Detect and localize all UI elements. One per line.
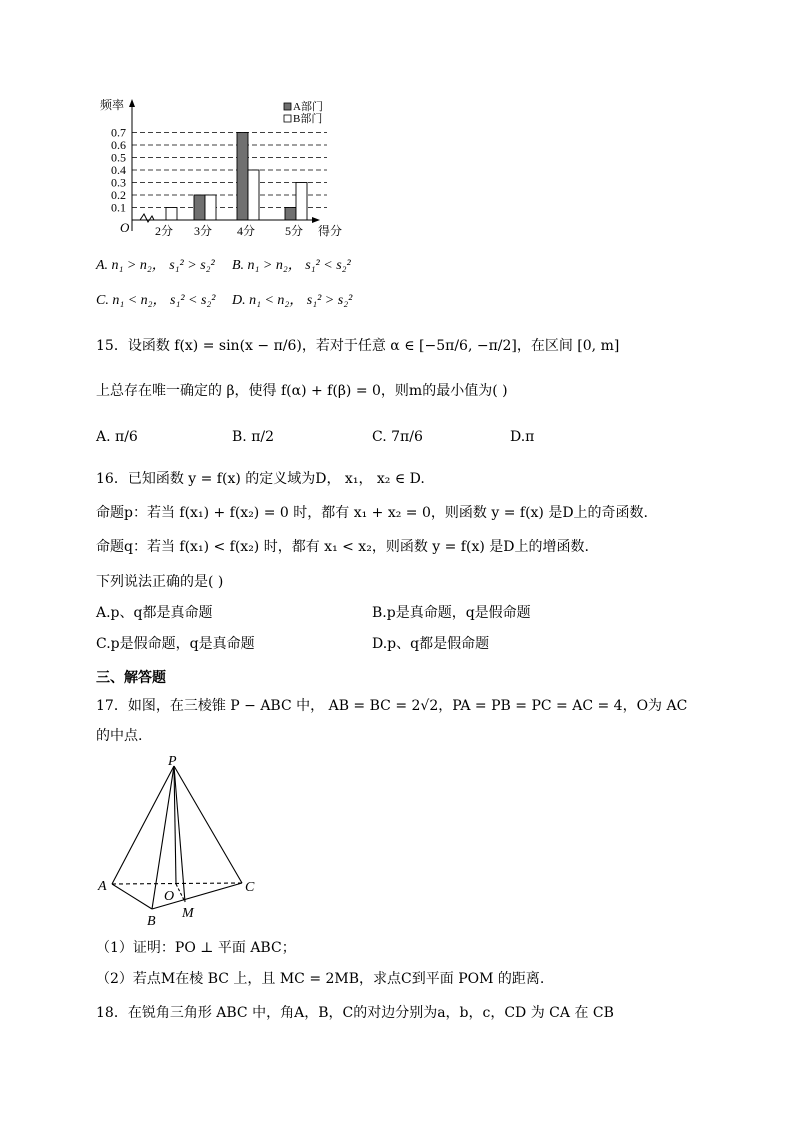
x-tick-label: 3分 xyxy=(194,224,213,238)
y-tick-label: 0.7 xyxy=(111,125,126,140)
x-axis-arrow xyxy=(312,217,320,223)
y-tick-label: 0.4 xyxy=(111,163,126,177)
bar-a-5 xyxy=(285,208,296,221)
section-heading: 三、解答题 xyxy=(96,670,166,686)
q14-option-a: A. n₁ > n₂， s₁² > s₂² xyxy=(96,258,215,273)
q16-option-c: C.p是假命题，q是真命题 xyxy=(96,636,255,652)
y-tick-label: 0.6 xyxy=(111,138,126,152)
q14-option-d: D. n₁ < n₂， s₁² > s₂² xyxy=(232,293,353,308)
y-tick-label: 0.1 xyxy=(111,200,126,215)
vertex-label-a: A xyxy=(98,879,107,894)
vertex-label-b: B xyxy=(147,914,156,929)
q16-option-a: A.p、q都是真命题 xyxy=(96,605,213,621)
y-tick-label: 0.5 xyxy=(111,150,126,165)
bar-b-5 xyxy=(296,183,307,221)
q15-stem-line-2: 上总存在唯一确定的 β，使得 f(α) + f(β) = 0，则m的最小值为( ) xyxy=(96,383,508,399)
x-tick-label: 5分 xyxy=(285,224,304,238)
q16-question: 下列说法正确的是( ) xyxy=(96,574,224,590)
x-axis-label: 得分 xyxy=(318,224,343,238)
axis-break-mark xyxy=(140,214,154,222)
q17-stem-line-2: 的中点. xyxy=(96,728,143,744)
x-tick-label: 4分 xyxy=(237,224,256,238)
bar-a-4 xyxy=(237,133,248,221)
frequency-bar-chart xyxy=(92,95,362,245)
tetrahedron-figure xyxy=(94,754,274,930)
edge-pc xyxy=(174,766,242,883)
vertex-label-m: M xyxy=(182,906,194,921)
vertex-label-c: C xyxy=(245,880,255,895)
q14-option-c: C. n₁ < n₂， s₁² < s₂² xyxy=(96,293,216,308)
origin-label: O xyxy=(120,220,130,235)
q15-option-c: C. 7π/6 xyxy=(372,429,423,445)
q16-option-b: B.p是真命题，q是假命题 xyxy=(372,605,531,621)
edge-ab xyxy=(112,884,152,909)
q15-option-a: A. π/6 xyxy=(96,429,138,445)
y-axis-arrow xyxy=(129,99,135,107)
q14-option-b: B. n₁ > n₂， s₁² < s₂² xyxy=(232,258,351,273)
q15-option-d: D.π xyxy=(510,429,535,445)
q17-stem-line-1: 17．如图，在三棱锥 P − ABC 中， AB = BC = 2√2，PA = PB = PC = AC = 4，O为 AC xyxy=(96,698,688,714)
legend-swatch-b xyxy=(284,115,291,122)
legend-label-b: B部门 xyxy=(293,113,323,125)
x-tick-label: 2分 xyxy=(155,224,174,238)
q16-option-d: D.p、q都是假命题 xyxy=(372,636,490,652)
edge-ac-hidden xyxy=(112,883,242,884)
bar-a-3 xyxy=(194,195,205,220)
legend-swatch-a xyxy=(284,103,291,110)
chart-legend xyxy=(284,99,323,125)
q18-stem-line-1: 18．在锐角三角形 ABC 中，角A，B，C的对边分别为a，b，c，CD 为 CA 在 CB xyxy=(96,1005,614,1021)
y-axis-label: 频率 xyxy=(100,98,125,112)
bar-b-2 xyxy=(166,208,177,221)
y-tick-label: 0.3 xyxy=(111,175,126,190)
q17-part-1: （1）证明：PO ⊥ 平面 ABC； xyxy=(96,940,296,956)
bar-b-4 xyxy=(248,170,259,220)
chart-tick-labels xyxy=(111,126,303,239)
y-tick-label: 0.2 xyxy=(111,188,126,202)
legend-label-a: A部门 xyxy=(293,101,323,113)
q15-stem-line-1: 15．设函数 f(x) = sin(x − π/6)，若对于任意 α ∈ [−5π/6, −π/2]，在区间 [0, m] xyxy=(96,338,620,354)
vertex-label-p: P xyxy=(168,754,177,769)
q16-stem-line-1: 16．已知函数 y = f(x) 的定义域为D， x₁， x₂ ∈ D. xyxy=(96,471,425,487)
vertex-label-o: O xyxy=(164,889,175,904)
q15-option-b: B. π/2 xyxy=(232,429,275,445)
bar-b-3 xyxy=(205,195,216,220)
q16-proposition-q: 命题q：若当 f(x₁) < f(x₂) 时，都有 x₁ < x₂，则函数 y = f(x) 是D上的增函数. xyxy=(96,539,589,555)
q16-proposition-p: 命题p：若当 f(x₁) + f(x₂) = 0 时，都有 x₁ + x₂ = 0，则函数 y = f(x) 是D上的奇函数. xyxy=(96,505,649,521)
chart-bars xyxy=(166,133,307,221)
q17-part-2: （2）若点M在棱 BC 上，且 MC = 2MB，求点C到平面 POM 的距离. xyxy=(96,971,545,987)
